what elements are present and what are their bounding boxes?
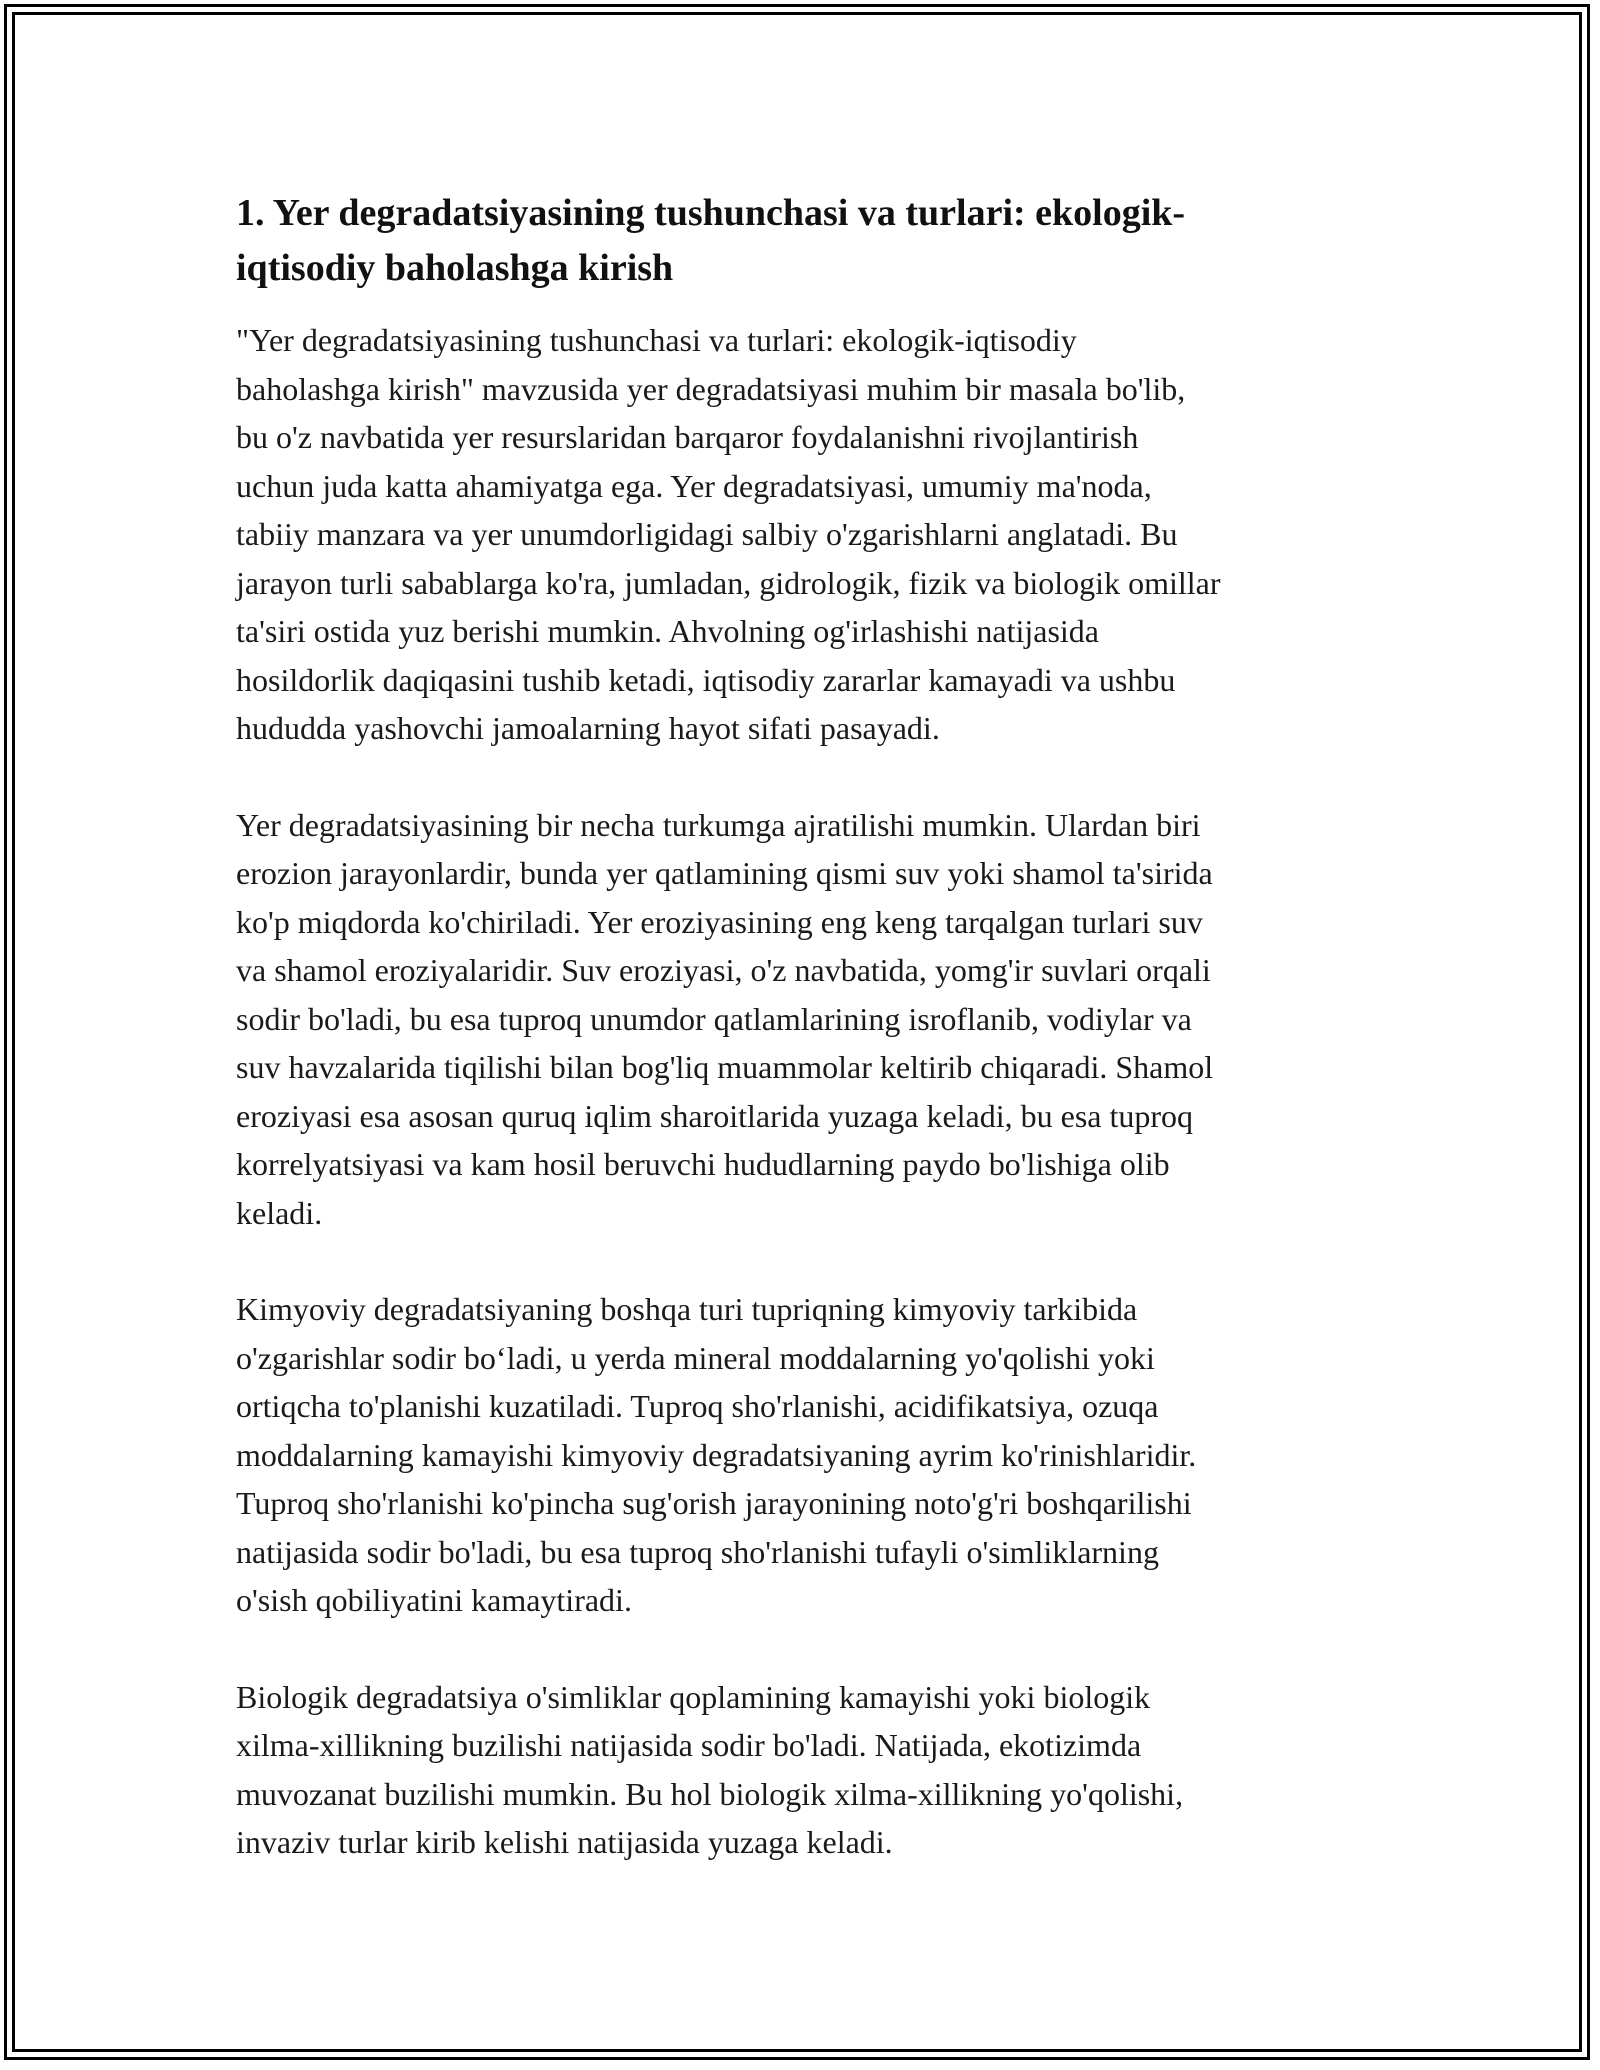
paragraph-chemical-degradation: Kimyoviy degradatsiyaning boshqa turi tupriqning kimyoviy tarkibida o'zgarishlar sodir bo‘ladi, u yerda mineral moddalarning yo'qolishi yoki ortiqcha to'planishi kuzatiladi. Tuproq sho'rlanishi, acidifikatsiya, ozuqa moddalarning kamayishi kimyoviy degradatsiyaning ayrim ko'rinishlaridir. Tuproq sho'rlanishi ko'pincha sug'orish jarayonining noto'g'ri boshqarilishi natijasida sodir bo'ladi, bu esa tuproq sho'rlanishi tufayli o'simliklarning o'sish qobiliyatini kamaytiradi.	[236, 1291, 1197, 1618]
paragraph-erosion: Yer degradatsiyasining bir necha turkumga ajratilishi mumkin. Ulardan biri erozion jarayonlardir, bunda yer qatlamining qismi suv yoki shamol ta'sirida ko'p miqdorda ko'chiriladi. Yer eroziyasining eng keng tarqalgan turlari suv va shamol eroziyalaridir. Suv eroziyasi, o'z navbatida, yomg'ir suvlari orqali sodir bo'ladi, bu esa tuproq unumdor qatlamlarining isroflanib, vodiylar va suv havzalarida tiqilishi bilan bog'liq muammolar keltirib chiqaradi. Shamol eroziyasi esa asosan quruq iqlim sharoitlarida yuzaga keladi, bu esa tuproq korrelyatsiyasi va kam hosil beruvchi hududlarning paydo bo'lishiga olib keladi.	[236, 806, 1214, 1231]
paragraph-introduction: "Yer degradatsiyasining tushunchasi va turlari: ekologik-iqtisodiy baholashga kirish" mavzusida yer degradatsiyasi muhim bir masala bo'lib, bu o'z navbatida yer resurslaridan barqaror foydalanishni rivojlantirish uchun juda katta ahamiyatga ega. Yer degradatsiyasi, umumiy ma'noda, tabiiy manzara va yer unumdorligidagi salbiy o'zgarishlarni anglatadi. Bu jarayon turli sabablarga ko'ra, jumladan, gidrologik, fizik va biologik omillar ta'siri ostida yuz berishi mumkin. Ahvolning og'irlashishi natijasida hosildorlik daqiqasini tushib ketadi, iqtisodiy zararlar kamayadi va ushbu hududda yashovchi jamoalarning hayot sifati pasayadi.	[236, 322, 1221, 746]
paragraph-biological-degradation: Biologik degradatsiya o'simliklar qoplamining kamayishi yoki biologik xilma-xillikning buzilishi natijasida sodir bo'ladi. Natijada, ekotizimda muvozanat buzilishi mumkin. Bu hol biologik xilma-xillikning yo'qolishi, invaziv turlar kirib kelishi natijasida yuzaga keladi.	[236, 1678, 1184, 1860]
section-title: 1. Yer degradatsiyasining tushunchasi va turlari: ekologik- iqtisodiy baholashga kirish	[236, 192, 1186, 289]
document-body	[236, 186, 1386, 1915]
